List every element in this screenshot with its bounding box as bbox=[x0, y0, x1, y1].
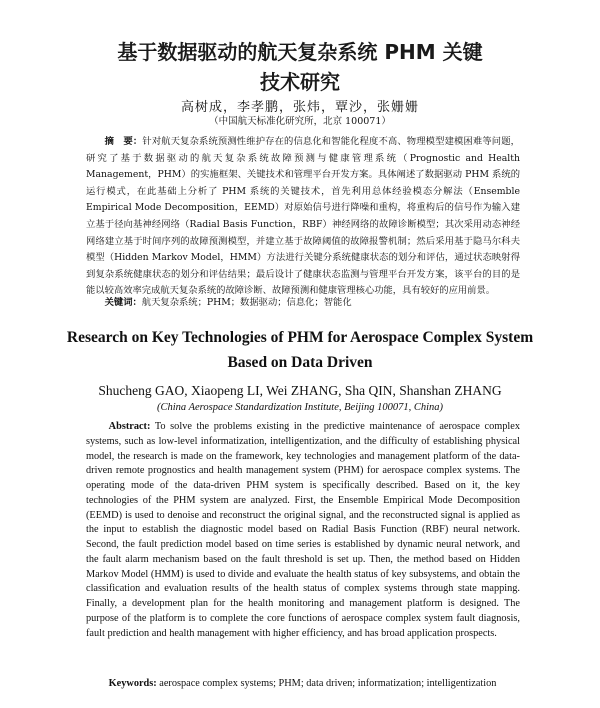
english-keywords-label: Keywords: bbox=[108, 678, 157, 689]
english-abstract bbox=[86, 420, 520, 641]
english-keywords-text: aerospace complex systems; PHM; data driven; informatization; intelligentization bbox=[159, 678, 497, 689]
chinese-abstract-label: 摘 要： bbox=[104, 136, 143, 147]
chinese-keywords bbox=[86, 294, 520, 308]
english-affiliation: (China Aerospace Standardization Institute, Beijing 100071, China) bbox=[156, 402, 443, 413]
english-abstract-label: Abstract: bbox=[108, 421, 151, 432]
chinese-title-line-2: 技术研究 bbox=[260, 70, 340, 94]
chinese-keywords-text: 航天复杂系统；PHM；数据驱动；信息化；智能化 bbox=[141, 297, 352, 308]
chinese-authors: 高树成，李孝鹏，张炜，覃沙，张姗姗 bbox=[180, 100, 419, 115]
english-abstract-text: To solve the problems existing in the predictive maintenance of aerospace complex systems, such as low-level informatization, intelligentization, and the difficulty of establishing physical model, the research is made on the framework, key technologies and management platform of the data-driven remote prognostics and health management system (PHM) for aerospace complex systems. The operating mode of the data-driven PHM system is specifically described. Based on it, the key technologies of the PHM system are analyzed. First, the Ensemble Empirical Mode Decomposition (EEMD) is used to denoise and reconstruct the original signal, and the reconstructed signal is applied as the input to establish the diagnostic model based on Radial Basis Function (RBF) neural network. Second, the fault prediction model based on time series is established by dynamic neural network, and the fault alarm mechanism based on the fault threshold is set up. Then, the method based on Hidden Markov Model (HMM) is used to divide and evaluate the health status of key subsystems, and obtain the classification and evaluation results of the health status of complex systems through state mapping. Finally, a development plan for the health monitoring and management platform is designed. The purpose of the platform is to complete the core functions of aerospace complex system fault diagnosis, fault prediction and health management with higher efficiency, and has broad application prospects. bbox=[86, 421, 520, 639]
english-title-line-1: Research on Key Technologies of PHM for Aerospace Complex System bbox=[66, 329, 534, 346]
english-keywords bbox=[86, 678, 520, 689]
chinese-keywords-label: 关键词： bbox=[104, 297, 142, 308]
chinese-affiliation: （中国航天标准化研究所，北京 100071） bbox=[209, 116, 391, 127]
chinese-abstract-text: 针对航天复杂系统预测性维护存在的信息化和智能化程度不高、物理模型建模困难等问题，研究了基于数据驱动的航天复杂系统故障预测与健康管理系统（Prognostic and Health Management，PHM）的实施框架、关键技术和管理平台开发方案。具体阐述了数据驱动 PHM 系统的运行模式，在此基础上分析了 PHM 系统的关键技术，首先利用总体经验模态分解法（Ensemble Empirical Mode Decomposition，EEMD）对原始信号进行降噪和重构，将重构后的信号作为输入建立基于径向基神经网络（Radial Basis Function，RBF）神经网络的故障诊断模型；其次采用动态神经网络建立基于时间序列的故障预测模型，并建立基于故障阈值的故障报警机制；然后采用基于隐马尔科夫模型（Hidden Markov Model，HMM）方法进行关键分系统健康状态的划分和评估，通过状态映射得到复杂系统健康状态的划分和评估结果；最后设计了健康状态监测与管理平台开发方案，该平台的目的是能以较高效率完成航天复杂系统的故障诊断、故障预测和健康管理核心功能，具有较好的应用前景。 bbox=[86, 136, 520, 297]
english-title-line-2: Based on Data Driven bbox=[227, 354, 373, 371]
english-authors: Shucheng GAO, Xiaopeng LI, Wei ZHANG, Sha QIN, Shanshan ZHANG bbox=[98, 383, 502, 398]
chinese-title-line-1: 基于数据驱动的航天复杂系统 PHM 关键 bbox=[117, 40, 483, 64]
chinese-abstract bbox=[86, 134, 520, 300]
